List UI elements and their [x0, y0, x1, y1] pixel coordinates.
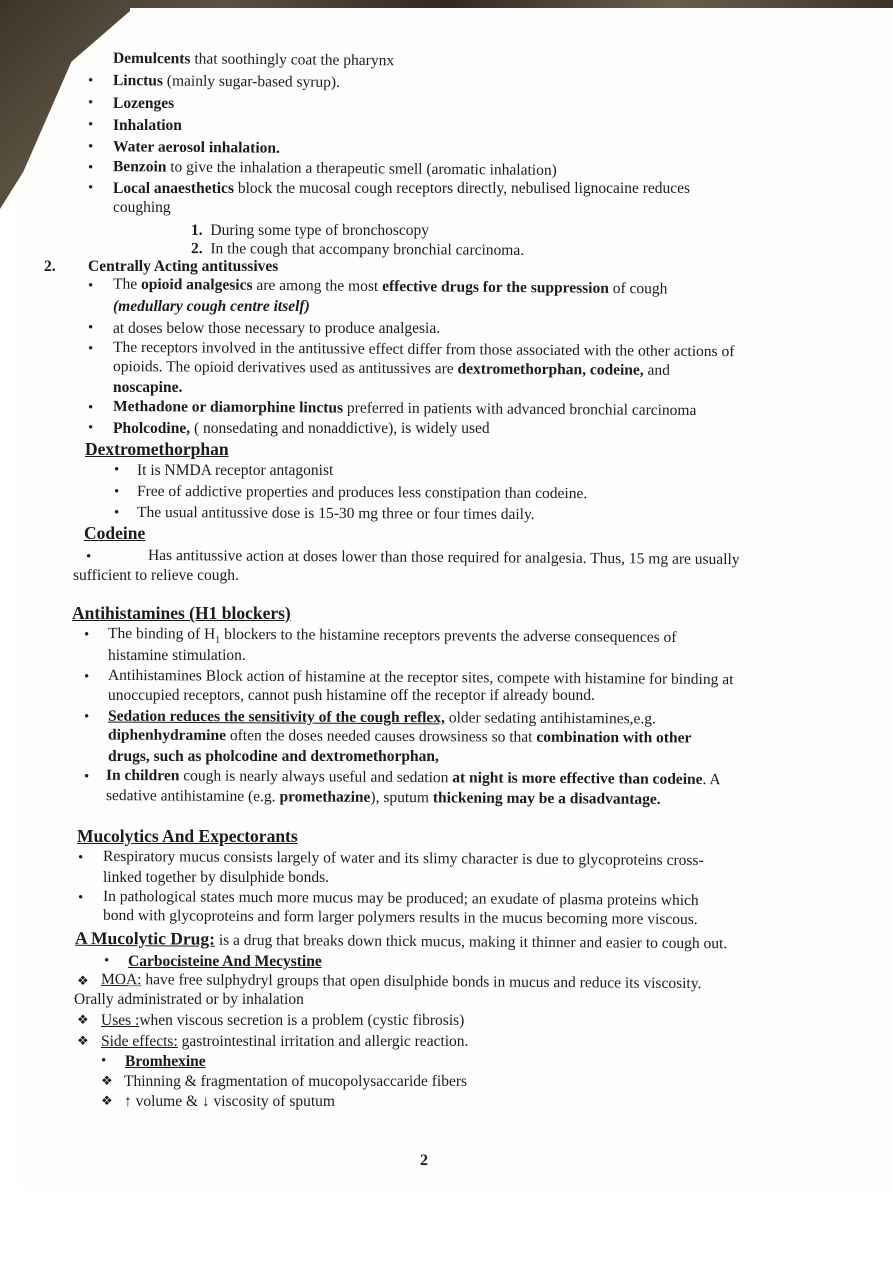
- section-heading-mucolytics: Mucolytics And Expectorants: [77, 826, 298, 846]
- list-item: Sedation reduces the sensitivity of the cough reflex, older sedating antihistamines,e.g.: [107, 707, 656, 728]
- list-item: Free of addictive properties and produces less constipation than codeine.: [136, 482, 588, 503]
- bullet-icon: •: [88, 278, 94, 294]
- list-item-continuation: Orally administrated or by inhalation: [74, 991, 304, 1008]
- bullet-icon: •: [84, 709, 90, 725]
- bullet-icon: •: [88, 139, 94, 155]
- list-item: Antihistamines Block action of histamine at the receptor sites, compete with histamine for binding at: [107, 666, 734, 689]
- bullet-icon: •: [84, 669, 90, 685]
- list-item-continuation: unoccupied receptors, cannot push histamine off the receptor if already bound.: [108, 687, 595, 704]
- page-number: 2: [420, 1152, 428, 1169]
- list-item-continuation: noscapine.: [113, 379, 183, 396]
- list-item: The receptors involved in the antitussive effect differ from those associated with the other actions of: [112, 338, 735, 361]
- section-heading-codeine: Codeine: [84, 523, 146, 543]
- demulcents-intro: Demulcents that soothingly coat the pharynx: [112, 49, 395, 70]
- paragraph-line: Has antitussive action at doses lower than those required for analgesia. Thus, 15 mg are usually: [147, 546, 740, 569]
- section-heading-dextromethorphan: Dextromethorphan: [85, 439, 229, 459]
- bullet-icon: •: [88, 160, 94, 176]
- bullet-icon: •: [104, 953, 110, 969]
- bullet-icon: •: [78, 890, 84, 906]
- list-item: ↑ volume & ↓ viscosity of sputum: [124, 1093, 335, 1110]
- list-item: The binding of $H_1$ blockers to the histamine receptors prevents the adverse consequences of: [107, 625, 677, 646]
- bullet-icon: •: [88, 320, 94, 336]
- numbered-item: 1. During some type of bronchoscopy: [191, 222, 430, 239]
- diamond-bullet-icon: ❖: [77, 1012, 89, 1027]
- list-item-continuation: diphenhydramine often the doses needed causes drowsiness so that combination with other: [107, 726, 692, 747]
- list-item: at doses below those necessary to produce analgesia.: [113, 320, 441, 337]
- list-item-continuation: bond with glycoproteins and form larger polymers results in the mucus becoming more viscous.: [102, 906, 698, 929]
- bullet-icon: •: [88, 180, 94, 196]
- list-item: MOA: have free sulphydryl groups that open disulphide bonds in mucus and reduce its viscosity.: [100, 970, 702, 993]
- bullet-icon: •: [101, 1053, 107, 1069]
- list-item: Methadone or diamorphine linctus preferred in patients with advanced bronchial carcinoma: [112, 397, 697, 420]
- numbered-item: 2. In the cough that accompany bronchial carcinoma.: [190, 240, 525, 259]
- list-item: Linctus (mainly sugar-based syrup).: [112, 72, 341, 91]
- bullet-icon: •: [114, 505, 120, 521]
- bullet-icon: •: [86, 549, 92, 565]
- list-item: Pholcodine, ( nonsedating and nonaddictive), is widely used: [113, 420, 490, 437]
- bullet-icon: •: [88, 400, 94, 416]
- section-number: 2.: [44, 258, 56, 275]
- diamond-bullet-icon: ❖: [77, 973, 89, 988]
- list-item-continuation: (medullary cough centre itself): [113, 298, 310, 315]
- bullet-icon: •: [84, 627, 90, 643]
- list-item: Side effects: gastrointestinal irritation and allergic reaction.: [101, 1033, 469, 1050]
- list-item: Lozenges: [113, 95, 175, 112]
- list-item: The usual antitussive dose is 15-30 mg three or four times daily.: [136, 503, 535, 524]
- list-item: Uses :when viscous secretion is a problem (cystic fibrosis): [101, 1012, 465, 1029]
- list-item: In children cough is nearly always useful and sedation at night is more effective than codeine. A: [105, 766, 721, 789]
- diamond-bullet-icon: ❖: [77, 1033, 89, 1048]
- mucolytic-definition: A Mucolytic Drug: is a drug that breaks down thick mucus, making it thinner and easier to cough out.: [74, 927, 728, 953]
- list-item: Inhalation: [113, 117, 182, 134]
- list-item-continuation: opioids. The opioid derivatives used as antitussives are dextromethorphan, codeine, and: [112, 358, 670, 379]
- diamond-bullet-icon: ❖: [101, 1073, 113, 1088]
- list-item-continuation: drugs, such as pholcodine and dextromethorphan,: [108, 748, 439, 765]
- list-item-continuation: histamine stimulation.: [108, 647, 246, 664]
- bullet-icon: •: [88, 341, 94, 357]
- list-item: It is NMDA receptor antagonist: [137, 462, 334, 479]
- section-heading-central: Centrally Acting antitussives: [88, 258, 279, 275]
- bullet-icon: •: [88, 117, 94, 133]
- list-item: In pathological states much more mucus may be produced; an exudate of plasma proteins which: [102, 887, 699, 910]
- bullet-icon: •: [78, 850, 84, 866]
- paragraph-line: sufficient to relieve cough.: [73, 567, 239, 584]
- section-heading-antihistamines: Antihistamines (H1 blockers): [72, 603, 291, 623]
- bullet-icon: •: [84, 769, 90, 785]
- list-item: The opioid analgesics are among the most effective drugs for the suppression of cough: [112, 275, 668, 298]
- list-item: Thinning & fragmentation of mucopolysaccaride fibers: [124, 1073, 468, 1090]
- drug-heading-carbocisteine: Carbocisteine And Mecystine: [128, 953, 322, 970]
- diamond-bullet-icon: ❖: [101, 1093, 113, 1108]
- list-item: Benzoin to give the inhalation a therapeutic smell (aromatic inhalation): [112, 158, 557, 179]
- list-item-local-anaesthetics: Local anaesthetics block the mucosal cough receptors directly, nebulised lignocaine reduces: [113, 180, 691, 197]
- bullet-icon: •: [88, 95, 94, 111]
- list-item: Water aerosol inhalation.: [112, 138, 280, 157]
- bullet-icon: •: [114, 484, 120, 500]
- list-item: Respiratory mucus consists largely of water and its slimy character is due to glycoproteins cross-: [102, 847, 704, 870]
- list-item-continuation: sedative antihistamine (e.g. promethazine), sputum thickening may be a disadvantage.: [105, 787, 661, 808]
- list-item-continuation: coughing: [113, 199, 171, 216]
- bullet-icon: •: [88, 420, 94, 436]
- list-item-continuation: linked together by disulphide bonds.: [103, 869, 330, 886]
- bullet-icon: •: [88, 73, 94, 89]
- bullet-icon: •: [114, 462, 120, 478]
- drug-heading-bromhexine: Bromhexine: [125, 1053, 206, 1070]
